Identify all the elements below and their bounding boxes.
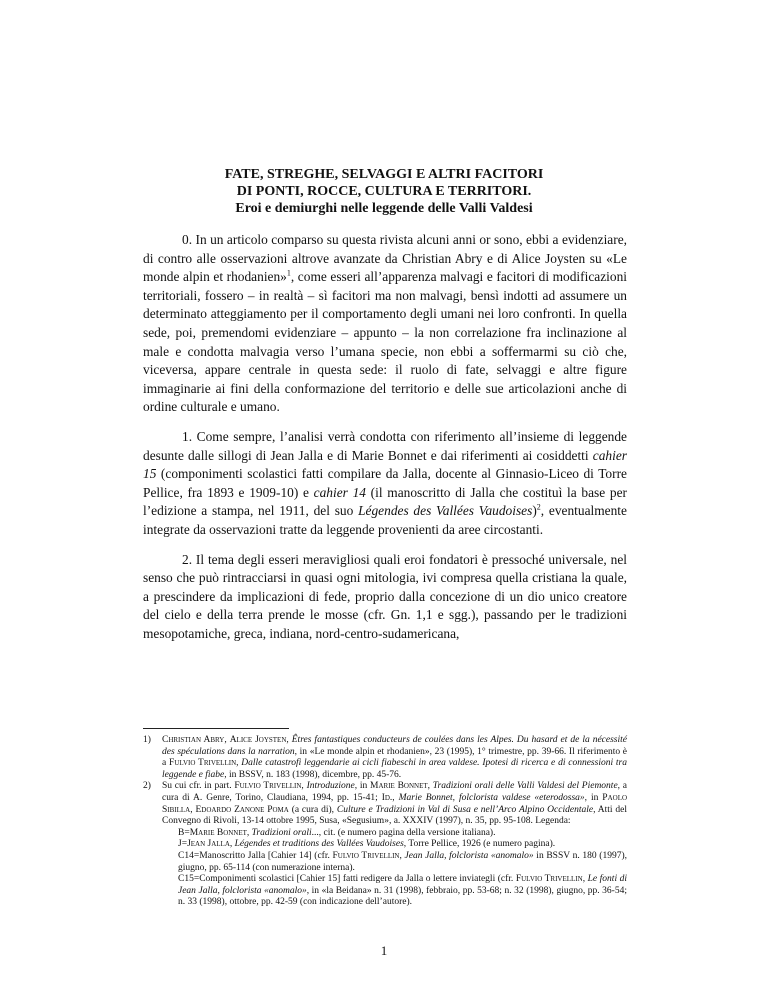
paragraph-0-text-a: 0. In un articolo comparso su questa rivista alcuni anni or sono, ebbi a evidenziare, di contro alle osservazioni altrove avanzate da Christian Abry e di Alice Joysten su «Le monde alpin et rhodanien» [143, 232, 627, 285]
legend-j-text: , Torre Pellice, 1926 (e numero pagina). [403, 839, 556, 850]
legend-c15-text-a: C15=Componimenti scolastici [Cahier 15] fatti redigere da Jalla o lettere inviategli (cfr. [178, 874, 516, 885]
footnote-2-text-a: Su cui cfr. in part. [162, 781, 235, 792]
paragraph-1-italic-2: cahier 14 [313, 484, 366, 500]
legend-j-author: Jean Jalla [187, 839, 230, 850]
paragraph-1-text-b: (componimenti scolastici fatti compilare da Jalla, docente al Ginnasio-Liceo di Torre Pellice, fra 1893 e 1909-10) e [143, 466, 627, 500]
footnote-1-title: Êtres fantastiques conducteurs de coulées dans les Alpes. Du hasard et de la nécessité des spéculations dans la narration [162, 735, 627, 757]
legend-c14-text-b: in BSSV n. 180 (1997), giugno, pp. 65-114 (con numerazione interna). [178, 850, 627, 873]
legend-b: B=Marie Bonnet, Tradizioni orali..., cit. (e numero pagina della versione italiana). [178, 827, 496, 838]
footnote-1-text-a: , in «Le monde alpin et rhodanien», 23 (1995), 1° trimestre, pp. 39-66. Il riferimento è a [162, 746, 627, 769]
legend-c14: C14=Manoscritto Jalla [Cahier 14] (cfr. Fulvio Trivellin, Jean Jalla, folclorista «anomalo» in BSSV n. 180 (1997), giugno, pp. 65-114 (con numerazione interna). [178, 850, 627, 873]
footnote-2-number: 2) [143, 781, 151, 792]
legend-j-key: J= [178, 839, 188, 850]
footnote-1-author-3: Fulvio Trivellin [169, 758, 237, 769]
paragraph-1-text-e: , eventualmente integrate da osservazioni tratte da leggende provenienti da aree circostanti. [143, 503, 627, 537]
footnote-1-title-2: Dalle catastrofi leggendarie ai cicli fiabeschi in area valdese. Ipotesi di ricerca e di connessioni tra leggende e fiabe [162, 758, 627, 780]
footnote-1-text-b: , in BSSV, n. 183 (1998), dicembre, pp. 45-76. [224, 769, 402, 780]
footnote-ref-1[interactable]: 1 [286, 268, 291, 278]
footnote-1-author-2: Alice Joysten [229, 735, 287, 745]
legend-b-title: Tradizioni orali [251, 827, 312, 838]
article-body [143, 231, 627, 654]
legend-c15: C15=Componimenti scolastici [Cahier 15] fatti redigere da Jalla o lettere inviategli (cfr. Fulvio Trivellin, Le fonti di Jean Jalla, folclorista «anomalo», in «la Beidana» n. 31 (1998), febbraio, pp. 53-68; n. 32 (1998), giugno, pp. 36-54; n. 33 (1998), ottobre, pp. 42-59 (con indicazione dell’autore). [178, 874, 628, 908]
legend-b-text: ..., cit. (e numero pagina della versione italiana). [311, 827, 496, 838]
footnote-2-title-4: Culture e Tradizioni in Val di Susa e nell’Arco Alpino Occidentale [336, 804, 594, 815]
paragraph-0 [143, 231, 627, 417]
paragraph-1-text-a: 1. Come sempre, l’analisi verrà condotta con riferimento all’insieme di leggende desunte dalle sillogi di Jean Jalla e di Marie Bonnet e dai riferimenti ai cosiddetti [143, 428, 627, 463]
paragraph-1-text-c: (il manoscritto di Jalla che costituì la base per l’edizione a stampa, nel 1911, del suo [143, 484, 627, 519]
footnote-2-text-c: , a cura di A. Genre, Torino, Claudiana, 1994, pp. 15-41; [162, 781, 628, 803]
legend-c15-author: Fulvio Trivellin [515, 874, 583, 885]
footnote-2: 2) Su cui cfr. in part. Fulvio Trivellin, Introduzione, in Marie Bonnet, Tradizioni orali delle Valli Valdesi del Piemonte, a cura di A. Genre, Torino, Claudiana, 1994, pp. 15-41; Id., Marie Bonnet, folclorista valdese «eterodossa», in Paolo Sibilla, Edoardo Zanone Poma (a cura di), Culture e Tradizioni in Val di Susa e nell’Arco Alpino Occidentale, Atti del Convegno di Rivoli, 13-14 ottobre 1995, Susa, «Segusium», a. XXXIV (1997), n. 35, pp. 95-108. Legenda: B=Marie Bonnet, Tradizioni orali..., cit. (e numero pagina della versione italiana). J=Jean Jalla, Légendes et traditions des Vallées Vaudoises, Torre Pellice, 1926 (e numero pagina). C14=Manoscritto Jalla [Cahier 14] (cfr. Fulvio Trivellin, Jean Jalla, folclorista «anomalo» in BSSV n. 180 (1997), giugno, pp. 65-114 (con numerazione interna). C15=Componimenti scolastici [Cahier 15] fatti redigere da Jalla o lettere inviategli (cfr. Fulvio Trivellin, Le fonti di Jean Jalla, folclorista «anomalo», in «la Beidana» n. 31 (1998), febbraio, pp. 53-68; n. 32 (1998), giugno, pp. 36-54; n. 33 (1998), ottobre, pp. 42-59 (con indicazione dell’autore). [143, 781, 628, 908]
footnote-ref-2[interactable]: 2 [536, 502, 541, 512]
title-line-1: FATE, STREGHE, SELVAGGI E ALTRI FACITORI [224, 167, 544, 182]
paragraph-0-text-b: , come esseri all’apparenza malvagi e facitori di modificazioni territoriali, fossero – in realtà – sì facitori ma non malvagi, bensì indotti ad assumere un determinato atteggiamento per il comportamento degli umani nei loro confronti. In quella sede, poi, premendomi evidenziare – appunto – la non correlazione fra inclinazione al male e condotta malvagia verso l’umana specie, non ebbi a soffermarmi su ciò che, viceversa, appare centrale in questa sede: il ruolo di fate, selvaggi e altre figure immaginarie ai fini della conformazione del territorio e delle sue articolazioni anche di ordine culturale e umano. [143, 269, 627, 415]
legend-c14-author: Fulvio Trivellin [332, 850, 400, 861]
paragraph-1-italic-1: cahier 15 [143, 447, 627, 482]
footnotes [143, 735, 627, 909]
footnote-1-number: 1) [143, 735, 151, 745]
legend-c15-text-b: , in «la Beidana» n. 31 (1998), febbraio, pp. 53-68; n. 32 (1998), giugno, pp. 36-54; n. 33 (1998), ottobre, pp. 42-59 (con indicazione dell’autore). [178, 885, 627, 908]
title-line-3: Eroi e demiurghi nelle leggende delle Valli Valdesi [235, 201, 533, 216]
footnote-divider [143, 728, 289, 729]
title-line-2: DI PONTI, ROCCE, CULTURA E TERRITORI. [236, 184, 532, 199]
paragraph-2 [143, 551, 627, 644]
legend-c15-title: Le fonti di Jean Jalla, folclorista «anomalo» [178, 874, 628, 896]
footnote-1-author-1: Christian Abry [162, 735, 225, 745]
footnote-2-title-2: Tradizioni orali delle Valli Valdesi del Piemonte [432, 781, 618, 792]
legend-b-author: Marie Bonnet [189, 827, 247, 838]
paragraph-1 [143, 428, 627, 540]
footnote-2-author-3: Paolo Sibilla [162, 792, 628, 815]
paragraph-2-text-a: 2. Il tema degli esseri meravigliosi quali eroi fondatori è pressoché universale, nel senso che può rintracciarsi in quasi ogni mitologia, ivi compresa quella cristiana la quale, a prescindere da implicazioni di fede, proprio dalla concezione di un dio unico creatore del cielo e della terra prende le mosse (cfr. Gn. 1,1 e sgg.), passando per le tradizioni mesopotamiche, greca, indiana, nord-centro-sudamericana, [143, 551, 627, 641]
footnote-2-title-3: Marie Bonnet, folclorista valdese «eterodossa» [398, 792, 585, 803]
legend-c14-title: Jean Jalla, folclorista «anomalo» [404, 850, 534, 861]
legend-c14-text-a: C14=Manoscritto Jalla [Cahier 14] (cfr. [178, 850, 333, 861]
footnote-2-text-d: , in [584, 792, 603, 803]
legend-j-title: Légendes et traditions des Vallées Vaudoises [234, 839, 404, 850]
footnote-2-author-1: Fulvio Trivellin [234, 781, 302, 792]
footnote-2-author-2: Marie Bonnet [370, 781, 428, 792]
paragraph-1-text-d: ) [532, 503, 537, 519]
footnote-2-text-f: , Atti del Convegno di Rivoli, 13-14 ottobre 1995, Susa, «Segusium», a. XXXIV (1997), n. 35, pp. 95-108. Legenda: [162, 804, 628, 827]
legend-b-key: B= [178, 827, 190, 838]
page-number: 1 [380, 943, 388, 958]
footnote-2-ibid: Id. [381, 792, 393, 803]
footnote-2-text-b: , in [354, 781, 371, 792]
paragraph-1-italic-3: Légendes des Vallées Vaudoises [358, 503, 533, 519]
footnote-2-text-e: (a cura di), [288, 804, 337, 815]
footnote-2-author-4: Edoardo Zanone Poma [195, 804, 289, 815]
legend-j: J=Jean Jalla, Légendes et traditions des Vallées Vaudoises, Torre Pellice, 1926 (e numero pagina). [178, 839, 556, 850]
article-title [100, 166, 668, 217]
footnote-1: 1) Christian Abry, Alice Joysten, Êtres fantastiques conducteurs de coulées dans les Alpes. Du hasard et de la nécessité des spéculations dans la narration, in «Le monde alpin et rhodanien», 23 (1995), 1° trimestre, pp. 39-66. Il riferimento è a Fulvio Trivellin, Dalle catastrofi leggendarie ai cicli fiabeschi in area valdese. Ipotesi di ricerca e di connessioni tra leggende e fiabe, in BSSV, n. 183 (1998), dicembre, pp. 45-76. [143, 735, 627, 780]
footnote-2-title-1: Introduzione [306, 781, 355, 792]
